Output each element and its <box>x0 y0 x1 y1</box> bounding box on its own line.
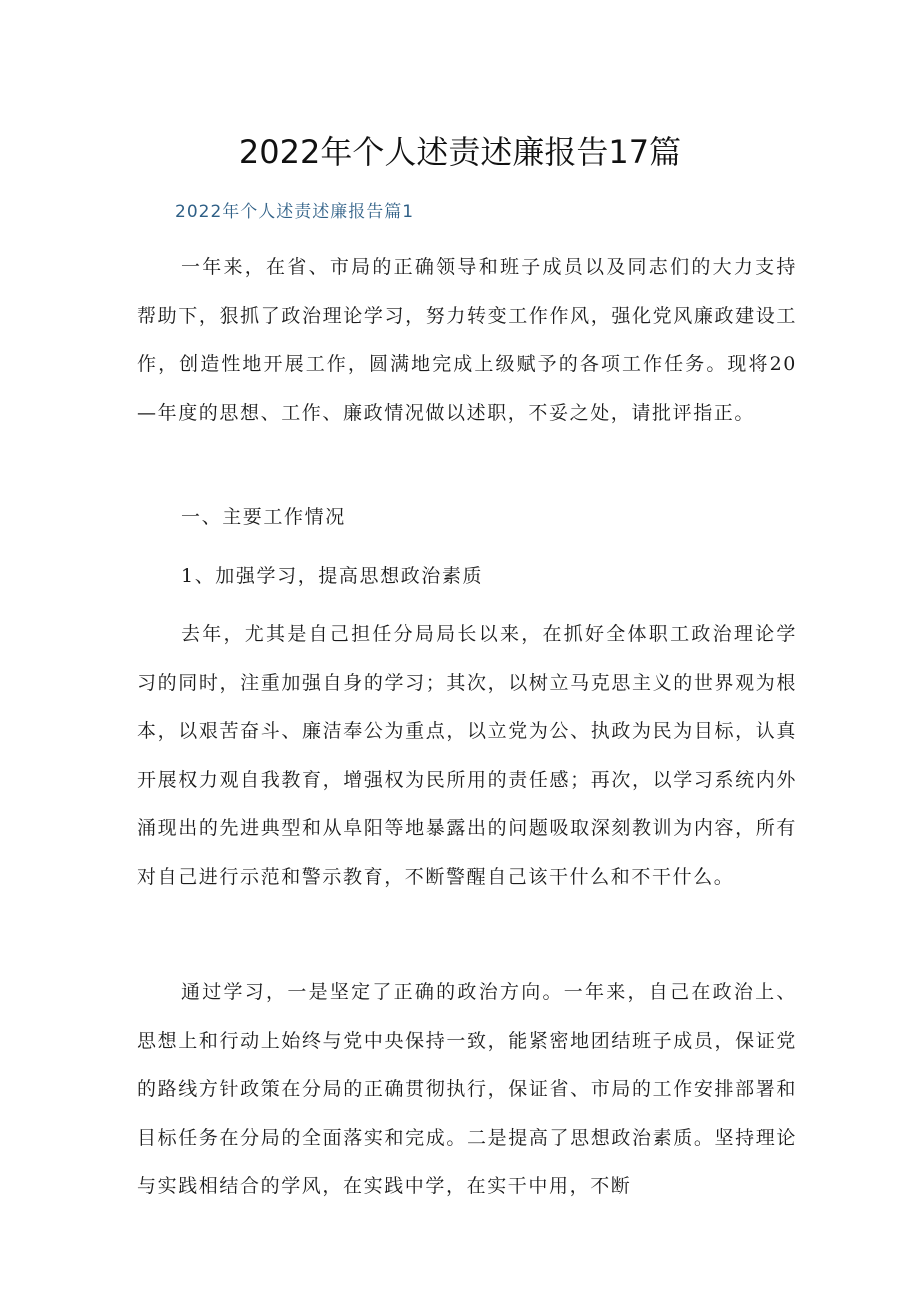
result-paragraph: 通过学习，一是坚定了正确的政治方向。一年来，自己在政治上、思想上和行动上始终与党中央保持一致，能紧密地团结班子成员，保证党的路线方针政策在分局的正确贯彻执行，保证省、市局的工作安排部署和目标任务在分局的全面落实和完成。二是提高了思想政治素质。坚持理论与实践相结合的学风，在实践中学，在实干中用，不断 <box>137 981 797 1197</box>
report-subtitle: 2022年个人述责述廉报告篇1 <box>175 202 415 222</box>
section-heading: 一、主要工作情况 <box>181 506 346 528</box>
subsection-heading: 1、加强学习，提高思想政治素质 <box>181 565 484 587</box>
intro-paragraph: 一年来，在省、市局的正确领导和班子成员以及同志们的大力支持帮助下，狠抓了政治理论学习，努力转变工作作风，强化党风廉政建设工作，创造性地开展工作，圆满地完成上级赋予的各项工作任务。现将20—年度的思想、工作、廉政情况做以述职，不妥之处，请批评指正。 <box>137 256 797 424</box>
document-title: 2022年个人述责述廉报告17篇 <box>238 133 682 171</box>
study-paragraph: 去年，尤其是自己担任分局局长以来，在抓好全体职工政治理论学习的同时，注重加强自身的学习；其次，以树立马克思主义的世界观为根本，以艰苦奋斗、廉洁奉公为重点，以立党为公、执政为民为目标，认真开展权力观自我教育，增强权为民所用的责任感；再次，以学习系统内外涌现出的先进典型和从阜阳等地暴露出的问题吸取深刻教训为内容，所有对自己进行示范和警示教育，不断警醒自己该干什么和不干什么。 <box>137 623 797 888</box>
